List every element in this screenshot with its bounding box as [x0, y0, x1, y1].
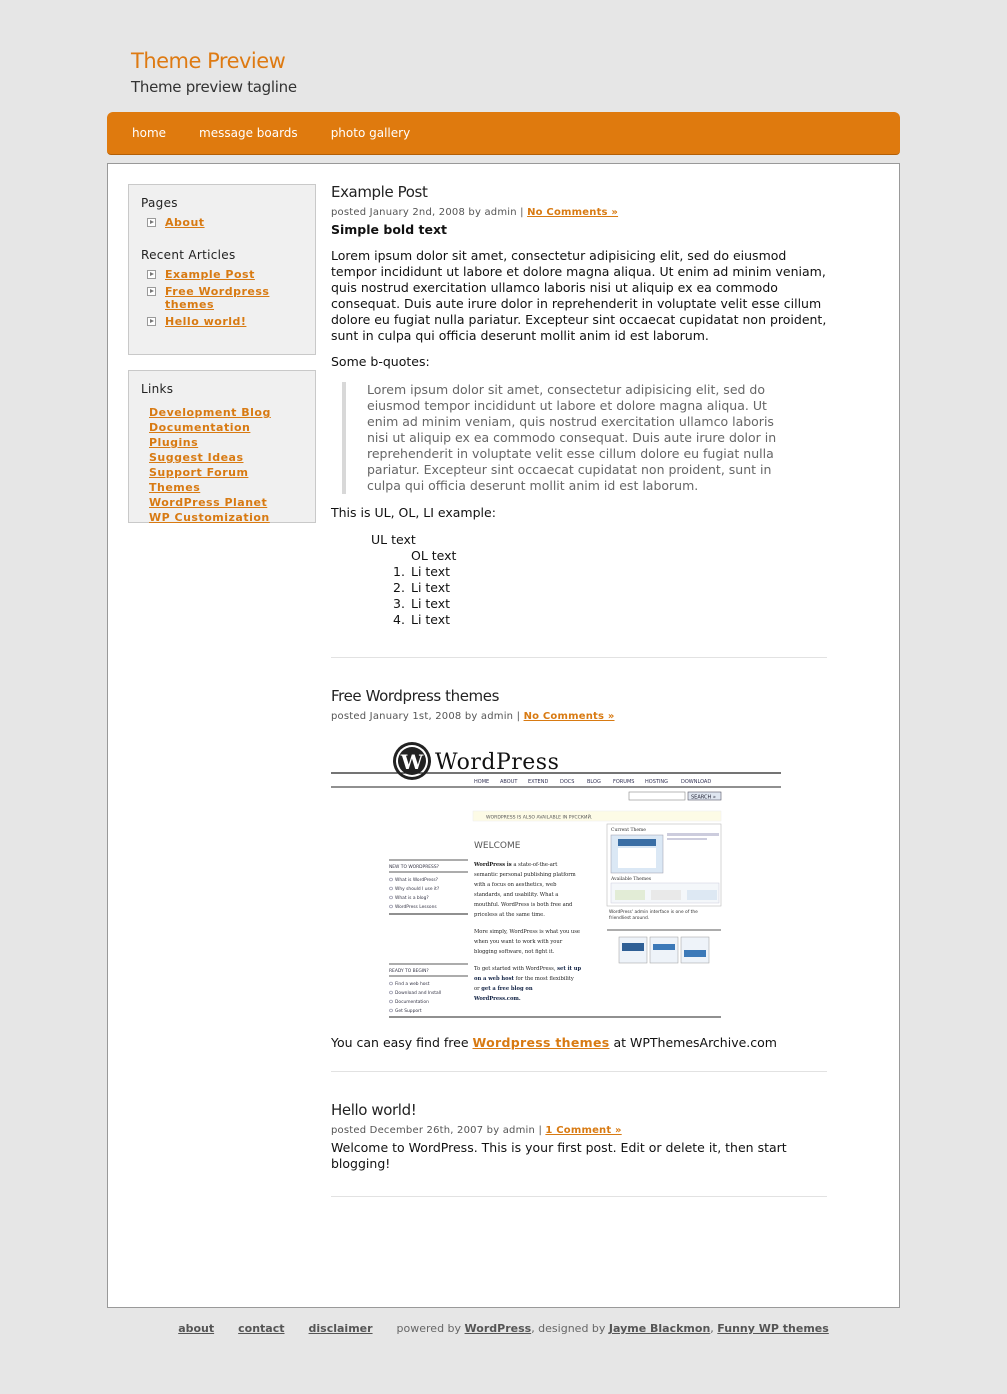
- link-wp-customization[interactable]: WP Customization: [149, 511, 270, 524]
- recent-link-hello-world[interactable]: Hello world!: [165, 315, 247, 328]
- svg-text:priceless at the same time.: priceless at the same time.: [474, 912, 545, 918]
- svg-text:BLOG: BLOG: [587, 779, 601, 785]
- page-link-about[interactable]: About: [165, 216, 205, 229]
- list-item: [141, 509, 303, 524]
- bullet-arrow-icon: [147, 317, 156, 326]
- post-meta-text: posted January 2nd, 2008 by admin: [331, 207, 517, 218]
- comments-link[interactable]: No Comments »: [523, 711, 615, 722]
- wp-logo-text: WordPress: [435, 750, 560, 775]
- nav-message-boards[interactable]: message boards: [199, 126, 298, 140]
- list-item: [141, 464, 303, 479]
- footer-about-link[interactable]: about: [178, 1322, 215, 1335]
- post-free-themes: [331, 687, 827, 722]
- svg-text:NEW TO WORDPRESS?: NEW TO WORDPRESS?: [389, 865, 439, 870]
- svg-text:What is a blog?: What is a blog?: [395, 896, 429, 901]
- svg-text:More simply, WordPress is what: More simply, WordPress is what you use: [474, 929, 581, 935]
- post-paragraph: Welcome to WordPress. This is your first post. Edit or delete it, then start blogging!: [331, 1140, 787, 1171]
- post-meta: posted January 1st, 2008 by admin | No Comments »: [331, 711, 615, 722]
- bold-text: Simple bold text: [331, 222, 447, 237]
- wordpress-themes-link[interactable]: Wordpress themes: [472, 1035, 610, 1050]
- recent-heading: Recent Articles: [141, 248, 236, 262]
- sidebar-item-recent: [141, 315, 303, 328]
- sidebar-pages-box: [128, 184, 316, 355]
- comments-link[interactable]: 1 Comment »: [545, 1125, 622, 1136]
- svg-text:Available Themes: Available Themes: [611, 877, 652, 882]
- svg-text:WordPress.com.: WordPress.com.: [474, 996, 521, 1002]
- post-paragraph: Lorem ipsum dolor sit amet, consectetur adipisicing elit, sed do eiusmod tempor incididunt ut labore et dolore magna aliqua. Ut enim ad minim veniam, quis nostrud exercitation ullamco laboris nisi ut aliquip ex ea commodo consequat. Duis aute irure dolor in reprehenderit in voluptate velit esse cillum dolore eu fugiat nulla pariatur. Excepteur sint occaecat cupidatat non proident, sunt in culpa qui officia deserunt mollit anim id est laborum.: [331, 248, 827, 343]
- wordpress-screenshot: [331, 738, 781, 1020]
- post-meta: posted January 2nd, 2008 by admin | No Comments »: [331, 207, 619, 218]
- svg-text:WordPress' admin interface is: WordPress' admin interface is one of the: [609, 910, 698, 915]
- post-title[interactable]: Hello world!: [331, 1101, 417, 1119]
- link-development-blog[interactable]: Development Blog: [149, 406, 271, 419]
- bullet-arrow-icon: [147, 287, 156, 296]
- svg-text:What is WordPress?: What is WordPress?: [395, 878, 439, 883]
- list-item: [141, 434, 303, 449]
- post-example: [331, 183, 827, 628]
- recent-link-free-themes[interactable]: Free Wordpress themes: [165, 285, 270, 311]
- svg-text:WordPress is a state-of-the-ar: WordPress is a state-of-the-art: [474, 862, 558, 868]
- ol-text: OL text: [411, 548, 457, 563]
- post-paragraph: You can easy find free Wordpress themes at WPThemesArchive.com: [331, 1035, 777, 1050]
- sidebar-item-about: [141, 216, 303, 229]
- svg-text:EXTEND: EXTEND: [528, 779, 549, 785]
- list-item: [141, 419, 303, 434]
- link-documentation[interactable]: Documentation: [149, 421, 251, 434]
- svg-text:DOCS: DOCS: [560, 779, 575, 785]
- svg-text:standards, and usability. What: standards, and usability. What a: [474, 892, 559, 898]
- svg-text:SEARCH »: SEARCH »: [691, 794, 716, 801]
- footer: about contact disclaimer powered by WordPress, designed by Jayme Blackmon, Funny WP themes: [178, 1322, 829, 1335]
- li-item: 2. Li text: [393, 580, 451, 595]
- main-nav: [107, 112, 900, 155]
- list-item: [141, 479, 303, 494]
- svg-text:READY TO BEGIN?: READY TO BEGIN?: [389, 969, 429, 974]
- footer-disclaimer-link[interactable]: disclaimer: [308, 1322, 373, 1335]
- post-divider: [331, 657, 827, 658]
- post-title[interactable]: Free Wordpress themes: [331, 687, 500, 705]
- svg-text:on a web host for the most fle: on a web host for the most flexibility: [474, 976, 574, 982]
- svg-text:WELCOME: WELCOME: [474, 841, 521, 851]
- svg-text:W: W: [400, 750, 424, 774]
- svg-text:WORDPRESS IS ALSO AVAILABLE IN: WORDPRESS IS ALSO AVAILABLE IN РУССКИЙ.: [486, 815, 593, 821]
- svg-text:Why should I use it?: Why should I use it?: [395, 887, 440, 892]
- nav-home[interactable]: home: [132, 126, 167, 140]
- post-title[interactable]: Example Post: [331, 183, 428, 201]
- ul-text: UL text: [371, 532, 416, 547]
- svg-text:Documentation: Documentation: [395, 1000, 429, 1005]
- post-meta-text: posted December 26th, 2007 by admin: [331, 1125, 536, 1136]
- svg-text:FORUMS: FORUMS: [613, 779, 635, 785]
- svg-text:blogging software, not fight i: blogging software, not fight it.: [474, 949, 555, 955]
- blockquote: Lorem ipsum dolor sit amet, consectetur adipisicing elit, sed do eiusmod tempor incididunt ut labore et dolore magna aliqua. Ut enim ad minim veniam, quis nostrud exercitation ullamco laboris nisi ut aliquip ex ea commodo consequat. Duis aute irure dolor in reprehenderit in voluptate velit esse cillum dolore eu fugiat nulla pariatur. Excepteur sint occaecat cupidatat non proident, sunt in culpa qui officia deserunt mollit anim id est laborum.: [342, 382, 797, 494]
- link-wordpress-planet[interactable]: WordPress Planet: [149, 496, 268, 509]
- post-free-themes-text: [331, 1035, 827, 1051]
- svg-text:To get started with WordPress,: To get started with WordPress, set it up: [474, 966, 582, 972]
- bullet-arrow-icon: [147, 270, 156, 279]
- nav-photo-gallery[interactable]: photo gallery: [330, 126, 411, 140]
- bquote-intro: Some b-quotes:: [331, 354, 430, 369]
- comments-link[interactable]: No Comments »: [527, 207, 619, 218]
- ul-example: [371, 532, 827, 628]
- list-item: [141, 449, 303, 464]
- svg-text:DOWNLOAD: DOWNLOAD: [681, 779, 712, 785]
- svg-text:ABOUT: ABOUT: [500, 779, 518, 785]
- post-divider: [331, 1196, 827, 1197]
- svg-text:mouthful. WordPress is both fr: mouthful. WordPress is both free and: [474, 902, 573, 908]
- link-support-forum[interactable]: Support Forum: [149, 466, 249, 479]
- link-suggest-ideas[interactable]: Suggest Ideas: [149, 451, 244, 464]
- bullet-arrow-icon: [147, 218, 156, 227]
- svg-text:WordPress Lessons: WordPress Lessons: [395, 905, 437, 910]
- list-item: [141, 404, 303, 419]
- footer-funny-themes-link[interactable]: Funny WP themes: [717, 1322, 829, 1335]
- sidebar-links-box: [128, 370, 316, 523]
- svg-text:HOME: HOME: [474, 779, 490, 785]
- svg-text:Find a web host: Find a web host: [395, 982, 430, 987]
- sidebar-item-recent: [141, 285, 303, 311]
- svg-text:with a focus on aesthetics, we: with a focus on aesthetics, web: [474, 882, 557, 888]
- post-meta: posted December 26th, 2007 by admin | 1 Comment »: [331, 1125, 622, 1136]
- footer-author-link[interactable]: Jayme Blackmon: [608, 1322, 711, 1335]
- post-meta-text: posted January 1st, 2008 by admin: [331, 711, 514, 722]
- svg-text:semantic personal publishing p: semantic personal publishing platform: [474, 872, 576, 878]
- footer-wordpress-link[interactable]: WordPress: [464, 1322, 532, 1335]
- post-divider: [331, 1071, 827, 1072]
- li-item: 3. Li text: [393, 596, 451, 611]
- site-title[interactable]: Theme Preview: [131, 49, 286, 73]
- link-plugins[interactable]: Plugins: [149, 436, 199, 449]
- recent-link-example-post[interactable]: Example Post: [165, 268, 255, 281]
- pages-heading: Pages: [141, 196, 178, 210]
- svg-text:or get a free blog on: or get a free blog on: [474, 986, 533, 992]
- link-themes[interactable]: Themes: [149, 481, 201, 494]
- designed-by-text: , designed by: [531, 1322, 609, 1335]
- svg-text:when you want to work with you: when you want to work with your: [474, 939, 563, 945]
- li-item: 4. Li text: [393, 612, 451, 627]
- footer-contact-link[interactable]: contact: [238, 1322, 285, 1335]
- powered-by-text: powered by: [396, 1322, 465, 1335]
- svg-text:Download and Install: Download and Install: [395, 991, 442, 996]
- list-item: [141, 494, 303, 509]
- svg-text:HOSTING: HOSTING: [645, 779, 669, 785]
- post-hello-world: [331, 1101, 827, 1172]
- li-item: 1. Li text: [393, 564, 451, 579]
- site-tagline: Theme preview tagline: [131, 78, 297, 96]
- svg-text:Get Support: Get Support: [395, 1009, 422, 1014]
- list-intro: This is UL, OL, LI example:: [331, 505, 496, 520]
- svg-text:friendliest around.: friendliest around.: [609, 916, 650, 921]
- links-heading: Links: [141, 382, 174, 396]
- svg-text:Current Theme: Current Theme: [611, 828, 646, 833]
- sidebar-item-recent: [141, 268, 303, 281]
